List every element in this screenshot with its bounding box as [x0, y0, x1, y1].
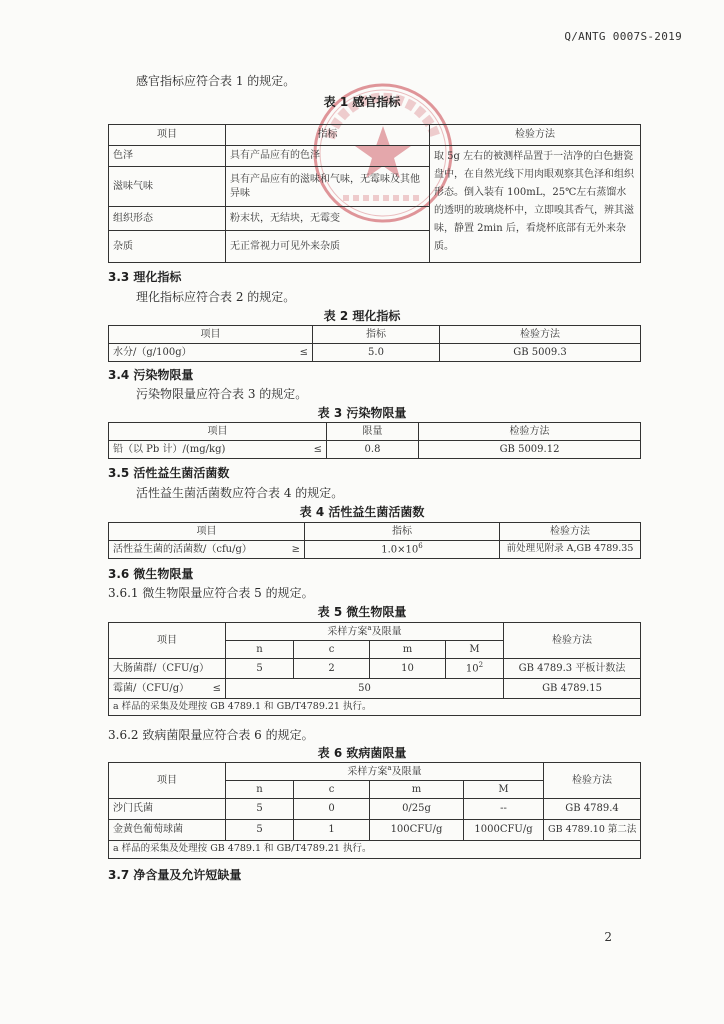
table6-header-footnote-mark: a	[387, 764, 392, 773]
section-3-6-2-text: 3.6.2 致病菌限量应符合表 6 的规定。	[108, 728, 314, 742]
table5-coliform-method: GB 4789.3 平板计数法	[504, 659, 641, 679]
table4-operator: ≥	[291, 543, 300, 555]
probiotic-table	[108, 522, 641, 559]
section-3-6-1-text: 3.6.1 微生物限量应符合表 5 的规定。	[108, 586, 314, 600]
table4-method: 前处理见附录 A,GB 4789.35	[500, 541, 641, 559]
section-3-5-text: 活性益生菌活菌数应符合表 4 的规定。	[136, 486, 344, 500]
table6-salmonella-m: 0/25g	[370, 799, 464, 820]
table1-spec-texture: 粉末状，无结块，无霉变	[226, 207, 430, 231]
section-3-3-text: 理化指标应符合表 2 的规定。	[136, 290, 296, 304]
table3-header-method: 检验方法	[419, 423, 641, 441]
table6-footnote: a 样品的采集及处理按 GB 4789.1 和 GB/T4789.21 执行。	[109, 841, 641, 859]
table5-header-plan-suffix: 及限量	[371, 626, 402, 638]
section-3-4-text: 污染物限量应符合表 3 的规定。	[136, 387, 308, 401]
physicochemical-table	[108, 325, 641, 362]
table1-spec-impurity: 无正常视力可见外来杂质	[226, 231, 430, 263]
table2-header-item: 项目	[109, 326, 313, 344]
table1-method: 取 5g 左右的被测样品置于一洁净的白色搪瓷盘中，在自然光线下用肉眼观察其色泽和组织形态。倒入装有 100mL，25℃左右蒸馏水的透明的玻璃烧杯中，立即嗅其香气，辨其滋味，静置 2min 后，看烧杯底部有无外来杂质。	[430, 146, 641, 263]
table3-method: GB 5009.12	[419, 441, 641, 459]
table4-value-exponent: 6	[418, 542, 423, 551]
table2-header-spec: 指标	[313, 326, 440, 344]
table1-header-method: 检验方法	[430, 125, 641, 146]
table6-item-salmonella: 沙门氏菌	[109, 799, 226, 820]
table1-header-item: 项目	[109, 125, 226, 146]
table6-salmonella-method: GB 4789.4	[544, 799, 641, 820]
table6-header-n: n	[226, 781, 294, 799]
table5-mold-operator: ≤	[212, 682, 221, 694]
table5-mold-value: 50	[226, 679, 504, 699]
table1-spec-taste: 具有产品应有的滋味和气味，无霉味及其他异味	[226, 167, 430, 207]
table6-staph-method: GB 4789.10 第二法	[544, 820, 641, 841]
table5-coliform-n: 5	[226, 659, 294, 679]
table-row	[109, 441, 641, 459]
table5-coliform-m: 10	[370, 659, 446, 679]
table5-item-mold: 霉菌/（CFU/g）	[113, 682, 190, 694]
table4-caption: 表 4 活性益生菌活菌数	[299, 505, 425, 519]
table4-value: 1.0×10	[381, 544, 419, 556]
table2-header-method: 检验方法	[440, 326, 641, 344]
pathogen-table	[108, 762, 641, 859]
table6-staph-n: 5	[226, 820, 294, 841]
table1-item-texture: 组织形态	[109, 207, 226, 231]
section-3-7-heading: 3.7 净含量及允许短缺量	[108, 868, 242, 882]
table3-operator: ≤	[313, 443, 322, 455]
table1-item-color: 色泽	[109, 146, 226, 167]
table6-salmonella-M: --	[464, 799, 544, 820]
table2-method: GB 5009.3	[440, 344, 641, 362]
table1-item-impurity: 杂质	[109, 231, 226, 263]
table4-header-method: 检验方法	[500, 523, 641, 541]
table3-header-item: 项目	[109, 423, 327, 441]
table1-spec-color: 具有产品应有的色泽	[226, 146, 430, 167]
table6-header-plan-suffix: 及限量	[391, 766, 422, 778]
document-code: Q/ANTG 0007S-2019	[564, 30, 682, 43]
table6-staph-c: 1	[294, 820, 370, 841]
table5-header-footnote-mark: a	[367, 624, 372, 633]
contaminant-table	[108, 422, 641, 459]
table2-item-moisture: 水分/（g/100g）	[113, 346, 192, 358]
table6-header-m: m	[370, 781, 464, 799]
table5-header-m: m	[370, 641, 446, 659]
table6-staph-M: 1000CFU/g	[464, 820, 544, 841]
table5-header-plan: 采样方案	[327, 626, 368, 638]
table1-header-spec: 指标	[226, 125, 430, 146]
table1-item-taste: 滋味气味	[109, 167, 226, 207]
table3-value: 0.8	[327, 441, 419, 459]
table5-header-M: M	[446, 641, 504, 659]
table5-footnote: a 样品的采集及处理按 GB 4789.1 和 GB/T4789.21 执行。	[109, 699, 641, 716]
table5-coliform-c: 2	[294, 659, 370, 679]
table5-header-c: c	[294, 641, 370, 659]
table5-header-method: 检验方法	[504, 623, 641, 659]
table3-caption: 表 3 污染物限量	[317, 406, 407, 420]
table-row	[109, 659, 641, 679]
table4-header-item: 项目	[109, 523, 305, 541]
table-row	[109, 679, 641, 699]
table6-item-staph: 金黄色葡萄球菌	[109, 820, 226, 841]
table5-coliform-M: 10	[465, 663, 479, 675]
table-row	[109, 820, 641, 841]
section-3-4-heading: 3.4 污染物限量	[108, 368, 194, 382]
table6-staph-m: 100CFU/g	[370, 820, 464, 841]
table-row	[109, 541, 641, 559]
table5-item-coliform: 大肠菌群/（CFU/g）	[109, 659, 226, 679]
table-row	[109, 799, 641, 820]
table-row	[109, 344, 641, 362]
table6-caption: 表 6 致病菌限量	[317, 746, 407, 760]
microbial-table	[108, 622, 641, 716]
section-3-6-heading: 3.6 微生物限量	[108, 567, 194, 581]
table2-value: 5.0	[313, 344, 440, 362]
table3-item-lead: 铅（以 Pb 计）/(mg/kg)	[113, 443, 226, 455]
table3-header-limit: 限量	[327, 423, 419, 441]
table6-salmonella-c: 0	[294, 799, 370, 820]
table-row	[109, 146, 641, 167]
table5-coliform-M-exponent: 2	[478, 661, 484, 670]
table4-item-count: 活性益生菌的活菌数/（cfu/g）	[113, 543, 252, 555]
table5-header-n: n	[226, 641, 294, 659]
section-3-5-heading: 3.5 活性益生菌活菌数	[108, 466, 230, 480]
table6-header-method: 检验方法	[544, 763, 641, 799]
page-number: 2	[604, 930, 612, 944]
table5-mold-method: GB 4789.15	[504, 679, 641, 699]
table5-caption: 表 5 微生物限量	[317, 605, 407, 619]
table2-operator: ≤	[299, 346, 308, 358]
table6-header-plan: 采样方案	[347, 766, 388, 778]
table1-caption: 表 1 感官指标	[323, 95, 401, 109]
section-3-3-heading: 3.3 理化指标	[108, 270, 182, 284]
table5-header-item: 项目	[109, 623, 226, 659]
sensory-table	[108, 124, 641, 263]
table6-header-M: M	[464, 781, 544, 799]
table6-salmonella-n: 5	[226, 799, 294, 820]
intro-paragraph: 感官指标应符合表 1 的规定。	[136, 74, 296, 88]
table6-header-c: c	[294, 781, 370, 799]
table4-header-spec: 指标	[305, 523, 500, 541]
table2-caption: 表 2 理化指标	[323, 309, 401, 323]
table6-header-item: 项目	[109, 763, 226, 799]
